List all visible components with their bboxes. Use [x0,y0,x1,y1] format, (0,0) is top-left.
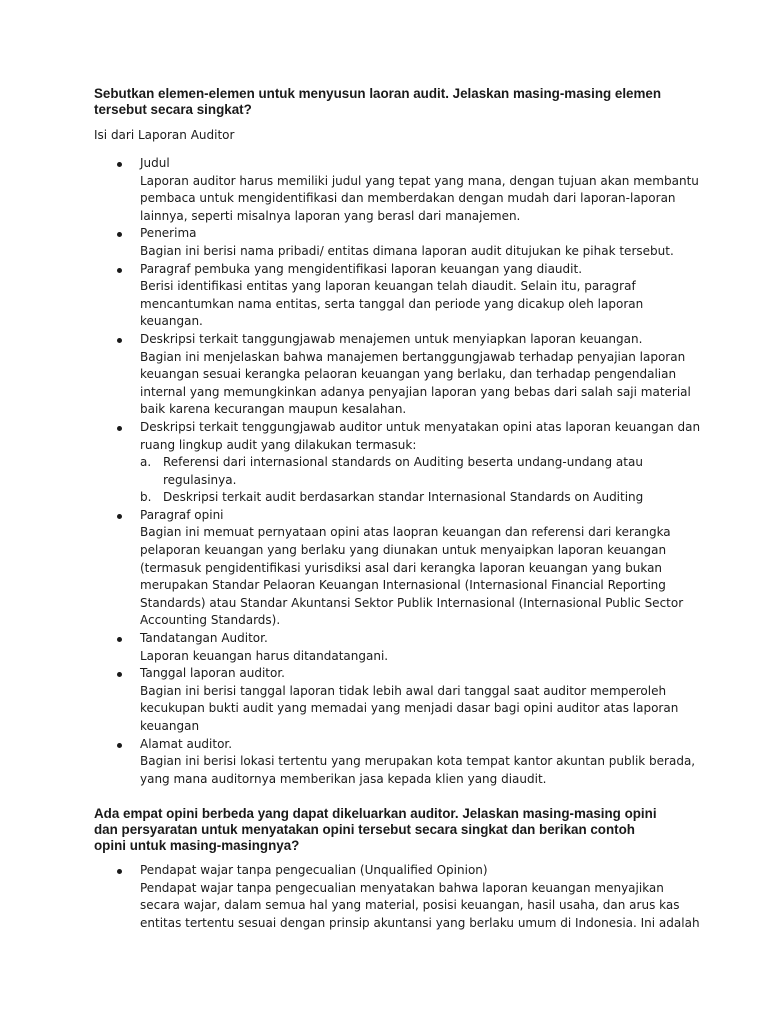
item-text: Accounting Standards). [140,613,281,628]
bullet-icon [117,672,122,677]
element-list [0,155,768,788]
item-title: Tandatangan Auditor. [140,631,268,646]
question-1 [94,86,684,118]
bullet-icon [117,162,122,167]
item-text: internal yang memungkinkan adanya penyajian laporan yang bebas dari salah saji material [140,384,691,399]
item-text: pembaca untuk mengidentifikasi dan memberdakan dengan mudah dari laporan-laporan [140,191,676,206]
bullet-icon [117,338,122,343]
item-text: mencantumkan nama entitas, serta tanggal dan periode yang dicakup oleh laporan [140,296,644,311]
answer-intro: Isi dari Laporan Auditor [94,128,235,142]
list-item-penerima [0,225,768,260]
item-text: Standards) atau Standar Akuntansi Sektor Publik Internasional (Internasional Public Sector [140,595,684,610]
item-text: ruang lingkup audit yang dilakukan termasuk: [140,437,417,452]
list-item-tanggal-laporan [0,665,768,735]
item-text: keuangan sesuai kerangka pelaoran keuangan yang berlaku, dan terhadap pengendalian [140,367,677,382]
item-text: lainnya, seperti misalnya laporan yang berasl dari manajemen. [140,208,521,223]
item-title: Paragraf opini [140,507,224,522]
opinion-list [0,862,768,932]
item-title: Deskripsi terkait tenggungjawab auditor untuk menyatakan opini atas laporan keuangan dan [140,419,701,434]
item-title: Paragraf pembuka yang mengidentifikasi laporan keuangan yang diaudit. [140,261,583,276]
item-text: Bagian ini menjelaskan bahwa manajemen bertanggungjawab terhadap penyajian laporan [140,349,686,364]
item-text: secara wajar, dalam semua hal yang material, posisi keuangan, hasil usaha, dan arus kas [140,898,680,913]
list-item-alamat-auditor [0,736,768,789]
item-title: Deskripsi terkait tanggungjawab menajemen untuk menyiapkan laporan keuangan. [140,331,643,346]
item-text: pelaporan keuangan yang berlaku yang diunakan untuk menyaipkan laporan keuangan [140,543,667,558]
sub-list-item-b [140,489,768,507]
sub-item-text: regulasinya. [163,472,237,487]
bullet-icon [117,514,122,519]
item-text: yang mana auditornya memberikan jasa kepada klien yang diaudit. [140,771,547,786]
list-item-tanggungjawab-auditor [0,419,768,507]
item-text: Pendapat wajar tanpa pengecualian menyatakan bahwa laporan keuangan menyajikan [140,880,664,895]
sub-marker: b. [140,490,152,505]
bullet-icon [117,268,122,273]
list-item-paragraf-opini [0,507,768,630]
item-text: keuangan [140,719,200,733]
sub-item-text: Referensi dari internasional standards on Auditing beserta undang-undang atau [163,455,643,470]
question-2 [94,806,684,854]
item-text: Bagian ini memuat pernyataan opini atas laopran keuangan dan referensi dari kerangka [140,525,671,540]
item-title: Alamat auditor. [140,736,233,751]
bullet-icon [117,869,122,874]
item-title: Tanggal laporan auditor. [140,666,285,681]
item-title: Pendapat wajar tanpa pengecualian (Unqualified Opinion) [140,863,488,877]
list-item-judul [0,155,768,225]
list-item-paragraf-pembuka [0,261,768,331]
question-1-line-2: tersebut secara singkat? [94,102,252,117]
item-text: Laporan keuangan harus ditandatangani. [140,648,389,663]
item-text: Bagian ini berisi lokasi tertentu yang merupakan kota tempat kantor akuntan publik berada, [140,754,696,769]
list-item-tandatangan [0,630,768,665]
item-title: Penerima [140,226,197,241]
sub-list-item-a [140,454,768,489]
question-2-line-3: opini untuk masing-masingnya? [94,838,300,853]
item-title: Judul [140,156,170,170]
item-text: Laporan auditor harus memiliki judul yang tepat yang mana, dengan tujuan akan membantu [140,173,699,188]
item-text: kecukupan bukti audit yang memadai yang menjadi dasar bagi opini auditor atas laporan [140,701,679,716]
item-text: entitas tertentu sesuai dengan prinsip akuntansi yang berlaku umum di Indonesia. Ini adalah [140,915,700,930]
bullet-icon [117,426,122,431]
item-text: Berisi identifikasi entitas yang laporan keuangan telah diaudit. Selain itu, paragraf [140,279,636,294]
sub-list [140,454,768,507]
question-1-line-1: Sebutkan elemen-elemen untuk menyusun laoran audit. Jelaskan masing-masing elemen [94,86,662,101]
question-2-line-2: dan persyaratan untuk menyatakan opini tersebut secara singkat dan berikan contoh [94,822,635,837]
bullet-icon [117,637,122,642]
bullet-icon [117,743,122,748]
sub-marker: a. [140,455,152,470]
list-item-unqualified-opinion [0,862,768,932]
item-text: (termasuk pengidentifikasi yurisdiksi asal dari kerangka laporan keuangan yang bukan [140,560,663,575]
bullet-icon [117,232,122,237]
list-item-tanggungjawab-manajemen [0,331,768,419]
item-text: merupakan Standar Pelaoran Keuangan Internasional (Internasional Financial Reporting [140,578,666,593]
question-2-line-1: Ada empat opini berbeda yang dapat dikeluarkan auditor. Jelaskan masing-masing opini [94,806,657,821]
item-text: Bagian ini berisi nama pribadi/ entitas dimana laporan audit ditujukan ke pihak tersebut. [140,243,674,258]
item-text: keuangan. [140,314,203,329]
item-text: Bagian ini berisi tanggal laporan tidak lebih awal dari tanggal saat auditor memperoleh [140,683,667,698]
sub-item-text: Deskripsi terkait audit berdasarkan standar Internasional Standards on Auditing [163,490,644,505]
item-text: baik karena kecurangan maupun kesalahan. [140,402,407,417]
